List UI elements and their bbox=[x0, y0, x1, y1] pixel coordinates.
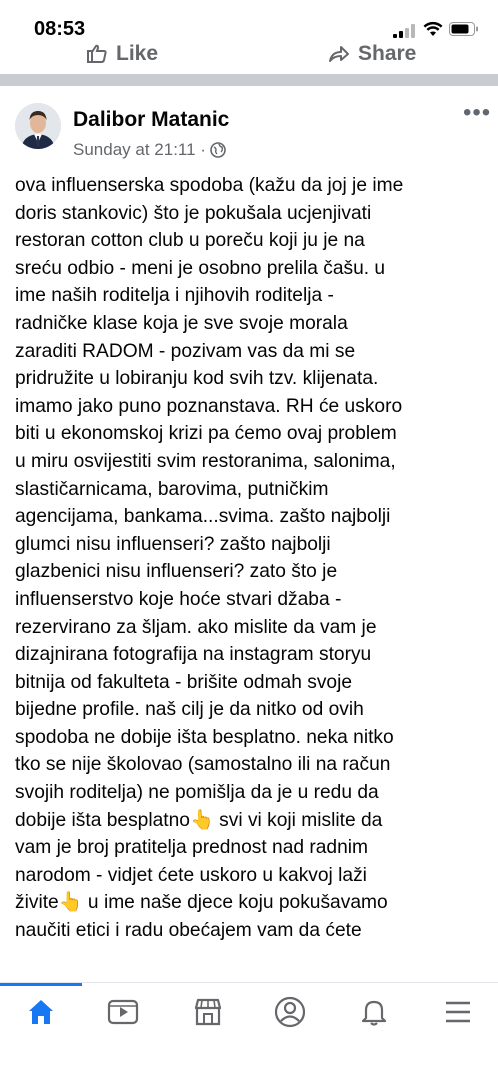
active-tab-indicator bbox=[0, 983, 82, 986]
profile-icon bbox=[274, 996, 306, 1028]
marketplace-icon bbox=[192, 997, 224, 1027]
post-timestamp[interactable]: Sunday at 21:11 · bbox=[73, 140, 206, 159]
like-label: Like bbox=[116, 44, 159, 65]
like-button[interactable] bbox=[86, 44, 158, 66]
tab-watch[interactable] bbox=[103, 995, 143, 1029]
thumbs-up-icon bbox=[86, 44, 108, 65]
globe-icon bbox=[210, 142, 226, 158]
status-time: 08:53 bbox=[34, 18, 86, 40]
feed-divider bbox=[0, 74, 498, 86]
video-icon bbox=[107, 997, 139, 1027]
tab-profile[interactable] bbox=[270, 995, 310, 1029]
post bbox=[0, 86, 498, 982]
menu-icon bbox=[443, 999, 473, 1025]
tab-notifications[interactable] bbox=[354, 995, 394, 1029]
wifi-icon bbox=[423, 21, 443, 37]
more-options-icon[interactable]: ••• bbox=[463, 99, 492, 126]
tab-marketplace[interactable] bbox=[188, 995, 228, 1029]
battery-icon bbox=[449, 22, 479, 36]
post-meta bbox=[73, 140, 226, 160]
share-label: Share bbox=[358, 44, 417, 65]
author-avatar[interactable] bbox=[15, 103, 61, 149]
home-icon bbox=[26, 997, 56, 1027]
share-button[interactable] bbox=[328, 44, 416, 66]
cellular-signal-icon bbox=[393, 24, 417, 38]
tab-menu[interactable] bbox=[438, 995, 478, 1029]
post-text: ova influenserska spodoba (kažu da joj je ime doris stankovic) što je pokušala ucjenjivati restoran cotton club u poreču koji ju je na sreću odbio - meni je osobno prelila čašu. u ime naših roditelja i njihovih roditelja - radničke klase koja je sve svoje morala zaraditi RADOM - pozivam vas da mi se pridružite u lobiranju kod svih tzv. klijenata. imamo jako puno poznanstava. RH će uskoro biti u ekonomskoj krizi pa ćemo ovaj problem u miru osvijestiti svim restoranima, salonima, slastičarnicama, barovima, putničkim agencijama, bankama...svima. zašto najbolji glumci nisu influenseri? zašto najbolji glazbenici nisu influenseri? zato što je influenserstvo koje hoće stvari džaba - rezervirano za šljam. ako mislite da vam je dizajnirana fotografija na instagram storyu bitnija od fakulteta - brišite odmah svoje bijedne profile. naš cilj je da nitko od ovih spodoba ne dobije išta besplatno. neka nitko tko se nije školovao (samostalno ili na račun svojih roditelja) ne pomišlja da je u redu da dobije išta besplatno👆 svi vi koji mislite da vam je broj pratitelja prednost nad radnim narodom - vidjet ćete uskoro u kakvoj laži živite👆 u ime naše djece koju pokušavamo naučiti etici i radu obećajem vam da ćete bbox=[15, 175, 404, 942]
avatar-portrait bbox=[15, 103, 61, 149]
share-icon bbox=[328, 44, 350, 65]
tab-home[interactable] bbox=[21, 995, 61, 1029]
home-indicator-area bbox=[0, 1038, 498, 1080]
bell-icon bbox=[359, 997, 389, 1027]
previous-post-actions bbox=[0, 44, 498, 70]
author-name[interactable]: Dalibor Matanic bbox=[73, 108, 230, 131]
bottom-tab-bar bbox=[0, 982, 498, 1039]
